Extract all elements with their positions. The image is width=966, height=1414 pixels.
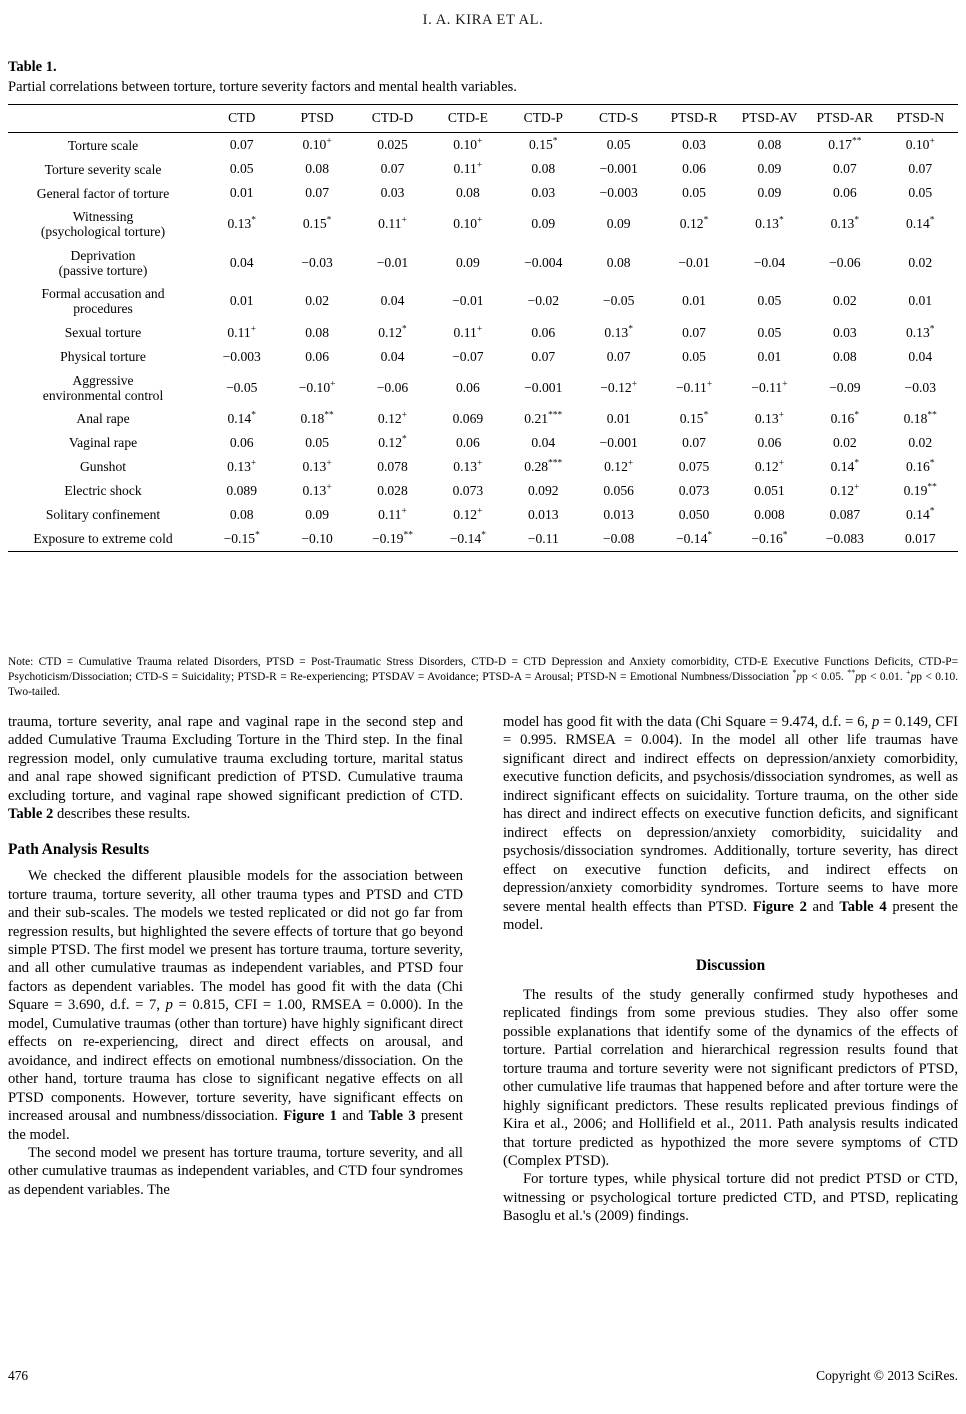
table-cell: 0.13+ — [302, 482, 332, 498]
table-cell: 0.06 — [455, 379, 480, 395]
table-cell: 0.07 — [908, 161, 933, 177]
partial-correlations-table — [8, 104, 958, 552]
table-cell: 0.16* — [905, 458, 935, 474]
table-cell: 0.05 — [682, 185, 706, 201]
column-header-ctd: CTD — [228, 110, 256, 126]
row-label: Formal accusation and procedures — [41, 286, 165, 317]
significance-marker: * — [854, 410, 860, 421]
table-cell: 0.092 — [527, 483, 559, 498]
table-cell: 0.17** — [828, 136, 862, 153]
table-cell: 0.05 — [229, 161, 254, 177]
table-cell: 0.04 — [380, 293, 405, 309]
significance-marker: + — [326, 136, 332, 147]
table-cell: 0.03 — [832, 324, 857, 340]
table-cell: 0.08 — [757, 137, 782, 153]
table-cell: 0.12+ — [604, 458, 634, 474]
row-label: Aggressive environmental control — [42, 372, 164, 403]
table-cell: 0.073 — [678, 483, 710, 498]
table-cell: −0.11+ — [751, 379, 788, 395]
table-row — [8, 157, 958, 181]
paragraph-discussion-1: The results of the study generally confirmed study hypotheses and replicated findings from some previous studies. They also offer some possible explanations that identify some of the dynamics of the effects of torture. Partial correlation and hierarchical regression results found that torture trauma and torture severity were not significant predictors of PTSD, other cumulative life traumas that happened before and after torture were the highly significant predictors. These results replicated previous findings of Kira et al., 2006; and Hollifield et al., 2011. Path analysis results indicated that torture predicted as hypothized the more severe symptoms of CTD (Complex PTSD). — [503, 986, 958, 1169]
running-head: I. A. KIRA ET AL. — [422, 12, 544, 28]
table-cell: 0.04 — [531, 435, 556, 450]
table-cell: 0.07 — [682, 324, 706, 340]
row-label: Solitary confinement — [45, 507, 161, 523]
column-header-ptsd-av: PTSD-AV — [741, 110, 798, 126]
table-cell: 0.13* — [604, 324, 633, 340]
table-cell: 0.073 — [452, 483, 484, 498]
table-cell: 0.028 — [377, 483, 408, 498]
table-row — [8, 455, 958, 479]
table-cell: 0.09 — [305, 507, 329, 522]
table-cell: 0.12* — [378, 434, 407, 450]
table-cell: 0.05 — [757, 324, 782, 340]
table-cell: 0.13* — [830, 215, 860, 232]
significance-marker: ** — [403, 530, 413, 541]
table-cell: 0.15* — [302, 215, 332, 232]
significance-marker: ** — [927, 482, 937, 493]
table-cell: −0.14* — [675, 530, 713, 546]
paragraph-path-analysis — [8, 867, 463, 1144]
significance-marker: * — [251, 215, 256, 226]
table-cell: 0.06 — [682, 161, 706, 177]
table-cell: 0.07 — [682, 435, 706, 450]
significance-marker: * — [782, 530, 788, 541]
table-cell: 0.08 — [531, 161, 556, 177]
row-label: Electric shock — [64, 483, 142, 499]
row-label: Witnessing (psychological torture) — [40, 209, 166, 240]
copyright-notice: Copyright © 2013 SciRes. — [816, 1368, 958, 1383]
para-text-tail: present the model. — [503, 898, 958, 933]
table-cell: 0.09 — [606, 216, 631, 232]
row-label: Sexual torture — [64, 324, 142, 340]
row-label: Exposure to extreme cold — [33, 531, 173, 547]
table-cell: 0.12* — [378, 324, 407, 340]
column-header-ctd-e: CTD-E — [447, 110, 488, 126]
para-text-tail: present the model. — [8, 1108, 463, 1143]
table-cell: 0.12+ — [830, 482, 860, 498]
table-cell: 0.06 — [455, 435, 480, 450]
significance-marker: * — [929, 215, 935, 226]
table-cell: 0.05 — [757, 293, 782, 309]
table-row — [8, 321, 958, 345]
table-cell: −0.19** — [372, 530, 413, 546]
table-cell: 0.02 — [908, 435, 933, 450]
column-header-ptsd: PTSD — [300, 110, 334, 126]
significance-marker: * — [929, 458, 935, 469]
p-italic: p — [165, 997, 173, 1014]
para-text-mid: and — [336, 1108, 369, 1125]
significance-marker: + — [778, 410, 785, 421]
significance-marker: + — [627, 458, 634, 469]
table-cell: 0.13+ — [754, 410, 785, 426]
table-row — [8, 181, 958, 205]
table-cell: −0.003 — [222, 348, 261, 364]
table-row — [8, 205, 958, 243]
significance-marker: + — [401, 215, 407, 226]
table-row — [8, 133, 958, 158]
table-cell: −0.01 — [376, 254, 409, 270]
significance-marker: * — [628, 324, 633, 335]
para-text: trauma, torture severity, anal rape and vaginal rape in the second step and added Cumulative Trauma Excluding Torture in the Third step. In the final regression model, only cumulative trauma excluding torture, marital status and anal rape showed significant prediction of PTSD. Cumulative trauma excluding torture, and vaginal rape showed significant prediction of CTD. — [8, 714, 463, 804]
column-header-ptsd-ar: PTSD-AR — [816, 110, 874, 126]
table-body — [8, 133, 958, 552]
table-1-block — [8, 58, 958, 552]
table-note-sig3: p < 0.10. Two-tailed. — [8, 671, 958, 699]
table-header-row — [8, 105, 958, 133]
table-cell: −0.14* — [449, 530, 486, 546]
table-cell: −0.001 — [524, 379, 563, 395]
significance-marker: * — [481, 530, 486, 541]
table-cell: 0.14* — [227, 410, 256, 426]
table-cell: −0.05 — [225, 379, 258, 395]
significance-marker: + — [477, 215, 483, 226]
significance-marker: + — [706, 379, 713, 390]
table-note — [8, 655, 958, 700]
table-cell: 0.07 — [531, 348, 556, 364]
paragraph-discussion-2: For torture types, while physical torture did not predict PTSD or CTD, witnessing or psychological torture predicted CTD, and PTSD, replicating Basoglu et al.'s (2009) findings. — [503, 1171, 958, 1225]
table-cell: −0.06 — [829, 254, 861, 270]
table-cell: 0.02 — [908, 254, 933, 270]
page-number: 476 — [8, 1368, 29, 1383]
table-cell: 0.10+ — [453, 215, 483, 232]
table-cell: −0.02 — [527, 293, 559, 309]
table-cell: 0.051 — [754, 483, 785, 498]
table-caption: Partial correlations between torture, torture severity factors and mental health variables. — [8, 79, 517, 96]
significance-marker: + — [250, 458, 257, 469]
table-row — [8, 407, 958, 431]
table-cell: −0.001 — [599, 161, 638, 177]
table-cell: 0.01 — [908, 293, 933, 309]
table-row — [8, 282, 958, 320]
significance-marker: * — [402, 434, 407, 445]
table-cell: 0.09 — [455, 254, 480, 270]
table-cell: 0.09 — [757, 185, 782, 201]
table-cell: −0.07 — [452, 348, 484, 364]
significance-marker: + — [250, 324, 257, 335]
table-cell: −0.10 — [301, 531, 333, 546]
table-cell: 0.03 — [682, 137, 706, 153]
significance-marker: ** — [324, 410, 334, 421]
table-cell: 0.075 — [678, 459, 710, 474]
row-label: Torture scale — [67, 137, 139, 153]
table-cell: −0.10+ — [298, 379, 336, 395]
table-cell: 0.017 — [904, 531, 936, 546]
table-cell: 0.12+ — [453, 506, 483, 522]
p-italic-2: p — [855, 671, 861, 684]
table-cell: 0.01 — [682, 293, 706, 309]
table-cell: 0.06 — [305, 348, 329, 364]
table-cell: 0.10+ — [905, 136, 935, 153]
significance-marker: + — [476, 324, 483, 335]
table-cell: 0.14* — [905, 215, 935, 232]
significance-marker: + — [330, 379, 336, 390]
table-cell: 0.08 — [606, 254, 631, 270]
table-cell: 0.11+ — [378, 215, 407, 232]
table-cell: 0.07 — [229, 137, 254, 153]
table-cell: 0.13* — [905, 324, 935, 340]
significance-marker: + — [854, 482, 860, 493]
para-text: We checked the different plausible models for the association between torture trauma, torture severity, all other trauma types and PTSD and CTD and their sub-scales. The models we tested replicated or did not go far from regression results, but highlighted the severe effects of torture that go beyond simple PTSD. The first model we present has torture trauma, torture severity, and all other cumulative traumas as independent variables, and PTSD four factors as dependent variables. The model has good fit with the data (Chi Square = 3.690, d.f. = 7, — [8, 868, 463, 1014]
table-cell: 0.07 — [832, 161, 857, 177]
row-label: Physical torture — [60, 348, 146, 364]
significance-marker: * — [326, 215, 332, 226]
table-cell: 0.18** — [903, 410, 937, 426]
significance-marker: * — [707, 530, 713, 541]
table-row — [8, 431, 958, 455]
table-cell: 0.13+ — [453, 458, 483, 474]
row-label: Vaginal rape — [68, 435, 138, 451]
table-cell: −0.12+ — [600, 379, 638, 395]
para-text: model has good fit with the data (Chi Square = 9.474, d.f. = 6, — [503, 714, 872, 730]
heading-path-analysis-results: Path Analysis Results — [8, 840, 150, 858]
column-header-ptsd-n: PTSD-N — [896, 110, 945, 126]
table-row — [8, 527, 958, 552]
significance-marker: * — [255, 530, 260, 541]
table-cell: −0.11+ — [675, 379, 713, 395]
significance-marker: + — [929, 136, 935, 147]
table-cell: 0.056 — [603, 483, 634, 498]
table-4-reference: Table 4 — [839, 898, 887, 915]
table-cell: −0.15* — [223, 530, 260, 546]
table-cell: 0.12+ — [754, 458, 785, 474]
table-cell: 0.14* — [830, 458, 860, 474]
table-cell: 0.15* — [679, 410, 709, 426]
table-cell: 0.02 — [832, 435, 857, 450]
sig-mark-plus: + — [906, 668, 911, 678]
table-cell: 0.11+ — [227, 324, 257, 340]
table-cell: 0.04 — [380, 348, 405, 364]
significance-marker: * — [251, 410, 256, 421]
figure-1-reference: Figure 1 — [283, 1108, 337, 1125]
table-cell: 0.28*** — [524, 458, 563, 474]
table-cell: 0.06 — [832, 185, 857, 201]
body-column-right — [503, 713, 958, 1226]
table-cell: −0.03 — [301, 254, 333, 270]
table-cell: 0.09 — [531, 216, 556, 232]
significance-marker: *** — [548, 458, 563, 469]
table-cell: 0.050 — [678, 507, 710, 522]
significance-marker: * — [929, 324, 935, 335]
table-cell: 0.05 — [305, 435, 329, 450]
table-cell: 0.069 — [452, 411, 484, 426]
p-italic: p — [871, 714, 880, 730]
table-cell: 0.19** — [903, 482, 937, 498]
sig-mark-double-star: ** — [847, 668, 856, 678]
table-cell: 0.013 — [527, 507, 559, 522]
column-header-ptsd-r: PTSD-R — [670, 110, 718, 126]
table-note-sig2: p < 0.01. — [860, 671, 907, 684]
table-cell: 0.025 — [377, 137, 408, 153]
row-label: General factor of torture — [36, 185, 170, 201]
table-cell: 0.008 — [754, 507, 785, 522]
table-cell: −0.004 — [524, 254, 563, 270]
table-cell: 0.08 — [305, 161, 329, 177]
table-number-label: Table 1. — [8, 59, 57, 75]
table-row — [8, 345, 958, 369]
table-note-sig1: p < 0.05. — [802, 671, 848, 684]
column-header-ctd-p: CTD-P — [523, 110, 563, 126]
table-cell: 0.10+ — [302, 136, 332, 153]
table-cell: 0.10+ — [453, 136, 483, 153]
table-cell: −0.08 — [602, 531, 635, 546]
table-cell: −0.001 — [599, 435, 638, 450]
significance-marker: + — [326, 458, 332, 469]
column-header-rowlabel — [8, 105, 204, 133]
table-3-reference: Table 3 — [368, 1108, 416, 1125]
table-cell: −0.09 — [829, 379, 861, 395]
significance-marker: ** — [927, 410, 937, 421]
column-header-ctd-d: CTD-D — [371, 110, 414, 126]
significance-marker: + — [477, 458, 483, 469]
paragraph-continued — [8, 713, 463, 824]
table-cell: 0.11+ — [453, 324, 483, 340]
body-column-left — [8, 713, 463, 1199]
para-text-cont: = 0.815, CFI = 1.00, RMSEA = 0.000). In the model, Cumulative traumas (other than torture) have highly significant direct effects on re-experiencing, direct and direct effects on arousal, and avoidance, and indirect effects on emotional numbness/dissociation. On the other hand, torture trauma has close to significant negative effects on all PTSD components. However, torture severity, have significant effects on increased arousal and numbness/dissociation. — [8, 997, 463, 1125]
row-label: Torture severity scale — [44, 161, 162, 177]
table-header — [8, 105, 958, 133]
p-italic-1: p — [796, 671, 803, 684]
significance-marker: + — [476, 160, 483, 171]
table-cell: 0.02 — [305, 293, 329, 309]
table-cell: −0.01 — [452, 293, 484, 309]
row-label: Deprivation (passive torture) — [58, 247, 148, 278]
significance-marker: + — [477, 136, 483, 147]
table-cell: 0.078 — [377, 459, 408, 474]
table-cell: 0.05 — [606, 137, 631, 153]
para-text-tail: describes these results. — [53, 806, 191, 823]
significance-marker: * — [552, 136, 558, 147]
table-cell: −0.11 — [527, 531, 559, 546]
significance-marker: * — [778, 215, 784, 226]
table-cell: −0.16* — [751, 530, 788, 546]
table-cell: 0.08 — [305, 324, 329, 340]
table-row — [8, 479, 958, 503]
table-cell: −0.06 — [376, 379, 409, 395]
table-cell: 0.04 — [908, 348, 933, 364]
table-cell: 0.07 — [380, 161, 405, 177]
row-label: Gunshot — [79, 459, 127, 475]
column-header-ctd-s: CTD-S — [599, 110, 639, 126]
table-cell: 0.087 — [829, 507, 861, 522]
table-cell: 0.14* — [905, 506, 935, 522]
significance-marker: * — [929, 506, 935, 517]
table-note-main: Note: CTD = Cumulative Trauma related Disorders, PTSD = Post-Traumatic Stress Disorders, CTD-D = CTD Depression and Anxiety comorbidity, CTD-E Executive Functions Deficits, CTD-P= Psychoticism/Dissociation; CTD-S = Suicidality; PTSD-R = Re-experiencing; PTSDAV = Avoidance; PTSD-A = Arousal; PTSD-N = Emotional Numbness/Dissociation — [8, 656, 958, 684]
table-cell: 0.02 — [832, 293, 857, 309]
significance-marker: + — [401, 506, 407, 517]
table-cell: 0.21*** — [524, 410, 563, 426]
paragraph-second-model: The second model we present has torture trauma, torture severity, and all other cumulative traumas as independent variables, and CTD four syndromes as dependent variables. The — [8, 1145, 463, 1198]
table-cell: 0.08 — [229, 507, 254, 522]
table-cell: 0.01 — [229, 185, 254, 201]
table-cell: 0.08 — [832, 348, 857, 364]
table-2-reference: Table 2 — [8, 806, 54, 823]
table-cell: 0.15* — [529, 136, 558, 153]
table-cell: 0.11+ — [453, 160, 483, 177]
significance-marker: * — [703, 215, 709, 226]
significance-marker: * — [854, 458, 860, 469]
para-text-cont: = 0.149, CFI = 0.995. RMSEA = 0.004). In the model all other life traumas have significant direct and indirect effects on depression/anxiety comorbidity, executive function deficits, and psychosis/dissociation syndromes, as well as indirect significant effects on suicidality. Torture trauma, on the other side has direct and indirect effects on executive function deficits, and significant indirect effects on depression/anxiety comorbidity, suicidality and psychosis/dissociation syndromes. Additionally, torture severity, has direct effect on executive function deficits, and indirect effects on depression/anxiety comorbidity syndromes. Torture seems to have more severe mental health effects than PTSD. — [503, 714, 959, 915]
table-cell: 0.01 — [606, 411, 631, 426]
significance-marker: * — [703, 410, 709, 421]
significance-marker: ** — [851, 136, 862, 147]
figure-2-reference: Figure 2 — [752, 898, 807, 915]
table-cell: 0.03 — [380, 185, 405, 201]
significance-marker: + — [477, 506, 483, 517]
table-cell: 0.07 — [305, 185, 329, 201]
table-cell: 0.09 — [757, 161, 782, 177]
table-cell: 0.03 — [531, 185, 556, 201]
table-row — [8, 503, 958, 527]
table-cell: 0.13* — [755, 215, 784, 232]
table-row — [8, 244, 958, 282]
significance-marker: + — [778, 458, 785, 469]
table-cell: 0.06 — [757, 435, 782, 450]
sig-mark-single-star: * — [792, 668, 797, 678]
table-cell: 0.11+ — [378, 506, 407, 522]
table-cell: −0.05 — [602, 293, 635, 309]
significance-marker: * — [402, 324, 407, 335]
table-cell: 0.08 — [455, 185, 480, 201]
table-cell: 0.16* — [830, 410, 860, 426]
table-cell: 0.06 — [229, 435, 254, 450]
table-cell: −0.01 — [678, 254, 710, 270]
heading-discussion: Discussion — [695, 957, 766, 975]
p-italic-3: p — [910, 671, 917, 684]
table-cell: 0.01 — [229, 293, 254, 309]
table-cell: 0.13+ — [227, 458, 257, 474]
significance-marker: * — [854, 215, 860, 226]
table-cell: 0.18** — [300, 410, 334, 426]
table-cell: 0.089 — [226, 483, 257, 498]
table-row — [8, 369, 958, 407]
row-label: Anal rape — [76, 411, 130, 427]
table-cell: 0.13+ — [302, 458, 332, 474]
table-cell: 0.13* — [227, 215, 256, 232]
significance-marker: + — [782, 379, 788, 390]
paragraph-model-fit — [503, 713, 958, 934]
table-cell: −0.03 — [904, 379, 936, 395]
significance-marker: + — [401, 410, 408, 421]
significance-marker: *** — [548, 410, 563, 421]
significance-marker: + — [326, 482, 332, 493]
table-cell: 0.013 — [603, 507, 634, 522]
table-cell: −0.083 — [825, 531, 864, 546]
significance-marker: + — [631, 379, 638, 390]
table-cell: 0.06 — [531, 324, 556, 340]
table-cell: 0.07 — [606, 348, 631, 364]
table-cell: 0.12+ — [377, 410, 408, 426]
table-cell: 0.05 — [908, 185, 933, 201]
two-column-body — [8, 713, 958, 1333]
table-cell: 0.12* — [679, 215, 709, 232]
table-cell: 0.05 — [682, 348, 706, 364]
table-cell: 0.04 — [229, 254, 254, 270]
table-cell: −0.003 — [599, 185, 638, 201]
table-cell: 0.01 — [757, 348, 782, 364]
para-text-mid: and — [806, 898, 840, 915]
table-cell: −0.04 — [753, 254, 786, 270]
